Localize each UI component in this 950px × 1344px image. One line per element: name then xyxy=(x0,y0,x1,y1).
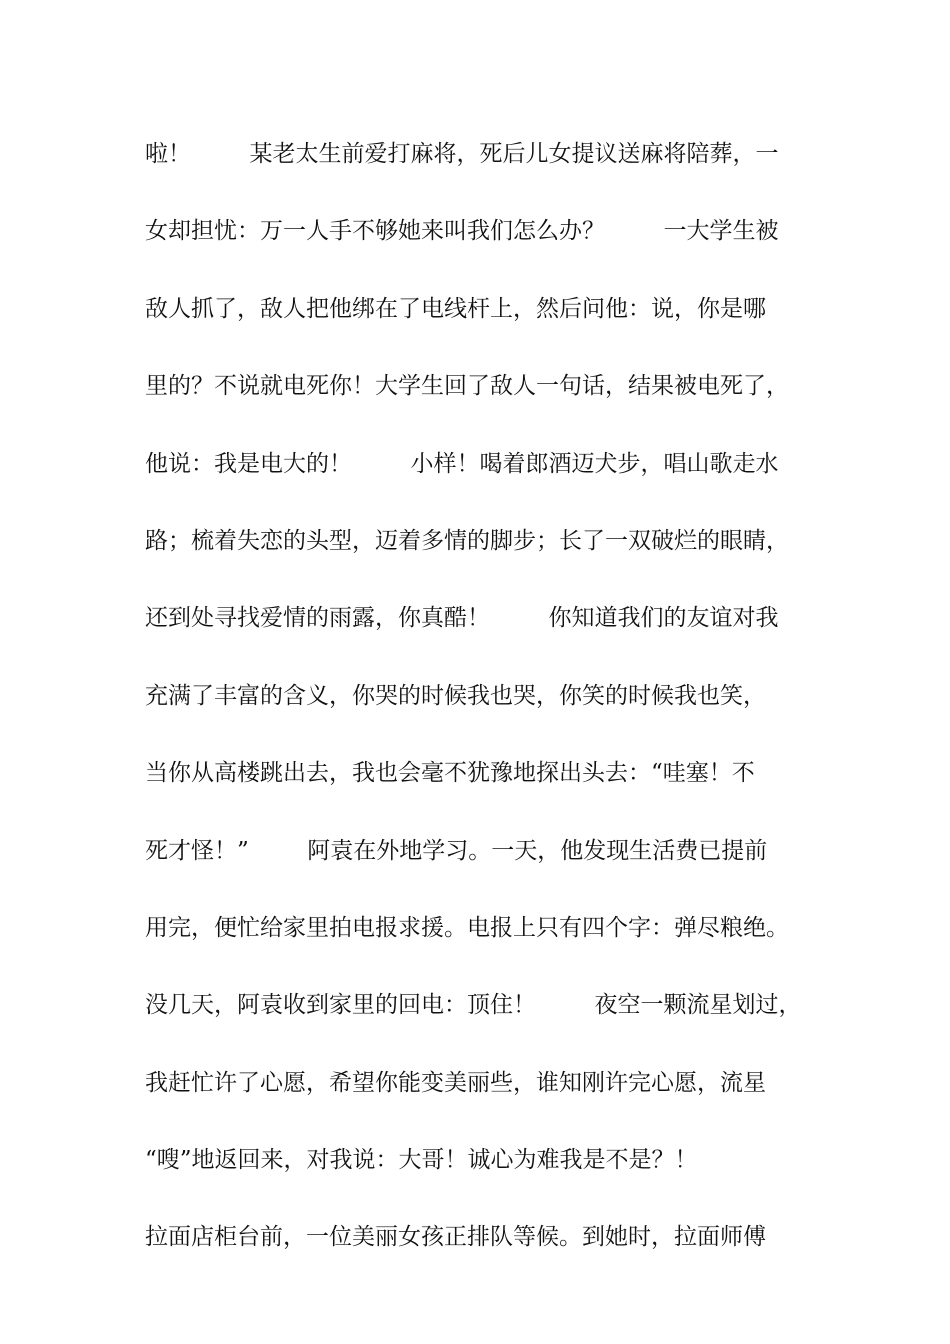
text-line: 死才怪！” 阿袁在外地学习。一天，他发现生活费已提前 xyxy=(145,837,768,864)
text-line: 路；梳着失恋的头型，迈着多情的脚步；长了一双破烂的眼睛， xyxy=(145,527,789,554)
text-line: 用完，便忙给家里拍电报求援。电报上只有四个字：弹尽粮绝。 xyxy=(145,914,789,941)
text-line: 女却担忧：万一人手不够她来叫我们怎么办？ 一大学生被 xyxy=(145,218,779,245)
text-line: 当你从高楼跳出去，我也会毫不犹豫地探出头去：“哇塞！不 xyxy=(145,760,755,787)
text-line: “嗖”地返回来，对我说：大哥！诚心为难我是不是？！ xyxy=(145,1147,698,1174)
text-line: 敌人抓了，敌人把他绑在了电线杆上，然后问他：说，你是哪 xyxy=(145,295,766,322)
text-line: 他说：我是电大的！ 小样！喝着郎酒迈犬步，唱山歌走水 xyxy=(145,450,779,477)
text-line: 里的？不说就电死你！大学生回了敌人一句话，结果被电死了， xyxy=(145,373,789,400)
text-line: 没几天，阿袁收到家里的回电：顶住！ 夜空一颗流星划过， xyxy=(145,992,802,1019)
text-line: 拉面店柜台前，一位美丽女孩正排队等候。到她时，拉面师傅 xyxy=(145,1224,766,1251)
text-line: 啦！ 某老太生前爱打麻将，死后儿女提议送麻将陪葬，一 xyxy=(145,141,779,167)
body-text xyxy=(145,128,825,1289)
text-line: 充满了丰富的含义，你哭的时候我也哭，你笑的时候我也笑， xyxy=(145,682,766,709)
text-line: 我赶忙许了心愿，希望你能变美丽些，谁知刚许完心愿，流星 xyxy=(145,1069,766,1096)
text-line: 还到处寻找爱情的雨露，你真酷！ 你知道我们的友谊对我 xyxy=(145,605,779,632)
